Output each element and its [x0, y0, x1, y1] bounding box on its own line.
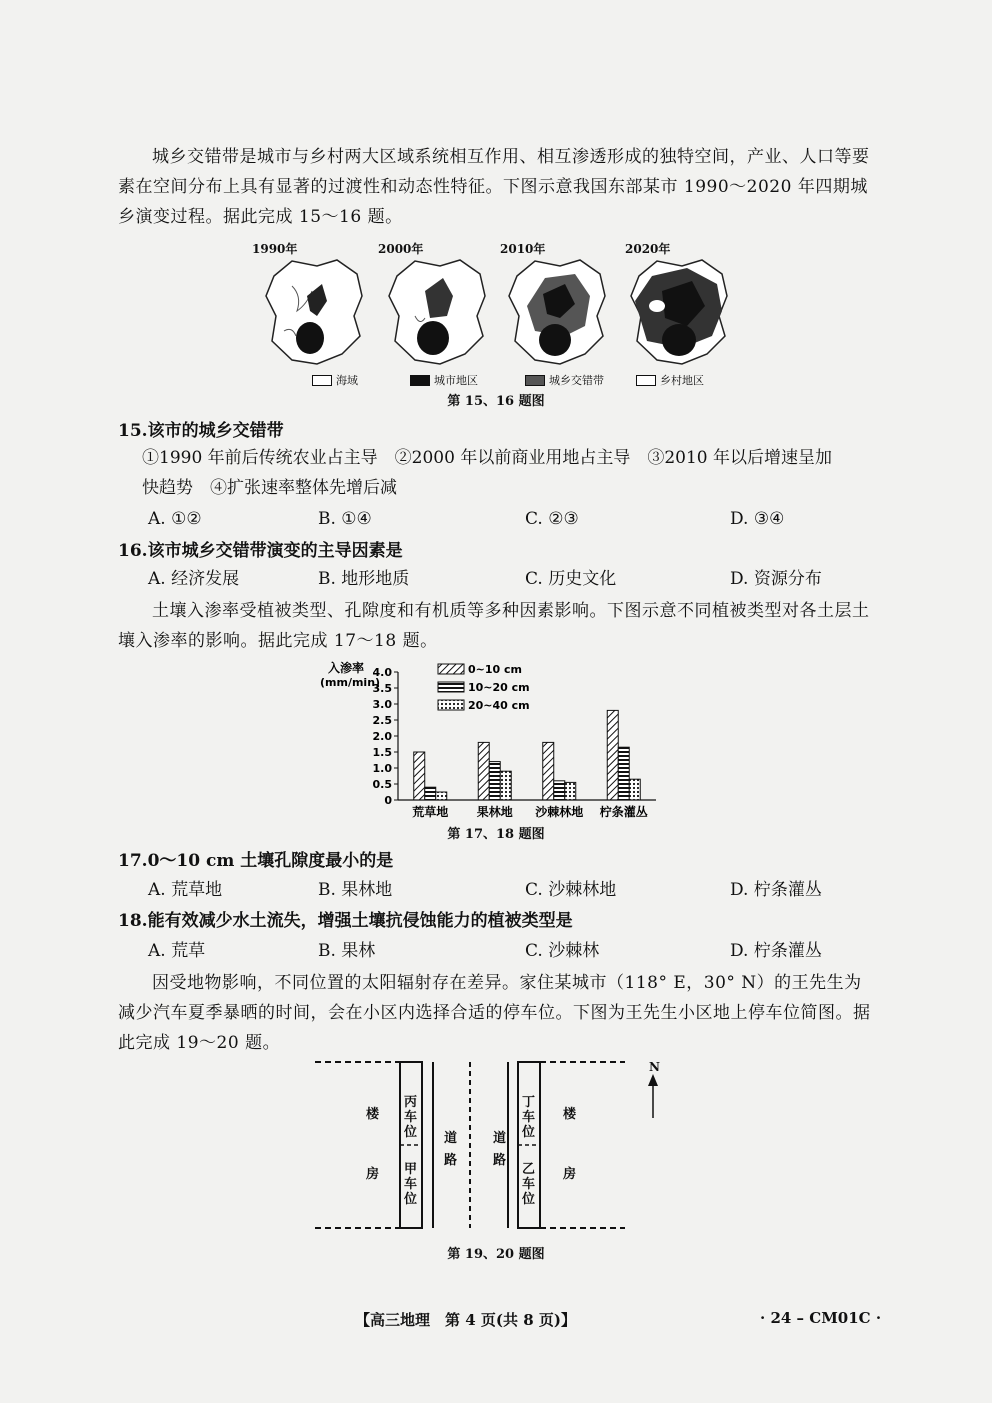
road-label-right: 道路	[493, 1131, 507, 1168]
category-label: 荒草地	[412, 805, 449, 819]
intro-paragraph-1: 城乡交错带是城市与乡村两大区域系统相互作用、相互渗透形成的独特空间，产业、人口等要素在空间分布上具有显著的过渡性和动态性特征。下图示意我国东部某市 1990～2020 年四期城乡演变过程。据此完成 15～16 题。	[118, 147, 870, 227]
legend-rural	[636, 372, 704, 388]
map-2020	[627, 256, 737, 368]
bar-2-2	[565, 782, 576, 800]
bar-1-0	[478, 742, 489, 800]
legend-swatch-sea	[312, 375, 332, 386]
parking-spot-c[interactable]: 丙车位	[404, 1095, 418, 1140]
bar-2-1	[554, 781, 565, 800]
right-building-label-2: 房	[563, 1167, 577, 1182]
q18-stem: 18.能有效减少水土流失，增强土壤抗侵蚀能力的植被类型是	[118, 911, 573, 931]
y-tick-label: 2.5	[372, 714, 392, 727]
q16-option-d[interactable]: D. 资源分布	[730, 569, 822, 589]
bar-0-2	[436, 792, 447, 800]
q17-option-b[interactable]: B. 果林地	[318, 880, 393, 900]
bar-1-1	[489, 762, 500, 800]
q15-option-a[interactable]: A. ①②	[148, 509, 202, 529]
bar-2-0	[543, 742, 554, 800]
q18-option-d[interactable]: D. 柠条灌丛	[730, 941, 822, 961]
y-tick-label: 2.0	[372, 730, 392, 743]
y-tick-label: 0.5	[372, 778, 392, 791]
q15-option-b[interactable]: B. ①④	[318, 509, 372, 529]
bar-3-2	[629, 779, 640, 800]
y-tick-label: 0	[384, 794, 392, 807]
right-building-label-1: 楼	[563, 1107, 577, 1122]
intro-paragraph-2: 土壤入渗率受植被类型、孔隙度和有机质等多种因素影响。下图示意不同植被类型对各土层土壤入渗率的影响。据此完成 17～18 题。	[118, 601, 870, 651]
parking-spot-a[interactable]: 甲车位	[404, 1162, 418, 1207]
legend-swatch-rural	[636, 375, 656, 386]
q16-option-b[interactable]: B. 地形地质	[318, 569, 410, 589]
legend-fringe	[525, 372, 604, 388]
map-1990	[262, 256, 372, 368]
road-label-left: 道路	[444, 1131, 458, 1168]
q15-option-c[interactable]: C. ②③	[525, 509, 579, 529]
chart-ylabel: 入渗率	[328, 661, 365, 675]
legend-label-urban: 城市地区	[434, 374, 478, 387]
legend-label-sea: 海域	[336, 374, 358, 387]
left-building-label-1: 楼	[366, 1107, 380, 1122]
intro-paragraph-3: 因受地物影响，不同位置的太阳辐射存在差异。家住某城市（118° E，30° N）的王先生为减少汽车夏季暴晒的时间，会在小区内选择合适的停车位。下图为王先生小区地上停车位简图。据此完成 19～20 题。	[118, 973, 871, 1053]
parking-spot-d[interactable]: 丁车位	[522, 1095, 536, 1140]
y-tick-label: 4.0	[372, 666, 392, 679]
q17-option-a[interactable]: A. 荒草地	[148, 880, 223, 900]
q15-stem: 15.该市的城乡交错带	[118, 421, 284, 441]
q18-option-a[interactable]: A. 荒草	[148, 941, 206, 961]
y-tick-label: 1.5	[372, 746, 392, 759]
q18-option-c[interactable]: C. 沙棘林	[525, 941, 600, 961]
footer-page-info: 【高三地理 第 4 页(共 8 页)】	[355, 1311, 576, 1329]
map-year-2020: 2020年	[625, 242, 671, 256]
y-tick-label: 3.0	[372, 698, 392, 711]
bar-0-0	[414, 752, 425, 800]
footer-code: · 24 – CM01C ·	[760, 1309, 882, 1327]
maps-caption: 第 15、16 题图	[447, 394, 545, 409]
left-building-label-2: 房	[366, 1167, 380, 1182]
q16-option-c[interactable]: C. 历史文化	[525, 569, 617, 589]
infiltration-bar-chart	[320, 658, 670, 823]
y-tick-label: 3.5	[372, 682, 392, 695]
q17-option-d[interactable]: D. 柠条灌丛	[730, 880, 822, 900]
legend-label-0: 0~10 cm	[468, 663, 522, 676]
bar-0-1	[425, 787, 436, 800]
parking-caption: 第 19、20 题图	[447, 1247, 545, 1262]
map-year-2000: 2000年	[378, 242, 424, 256]
q17-stem: 17.0～10 cm 土壤孔隙度最小的是	[118, 851, 394, 871]
q17-option-c[interactable]: C. 沙棘林地	[525, 880, 617, 900]
map-2000	[385, 256, 495, 368]
legend-label-2: 20~40 cm	[468, 699, 530, 712]
chart-caption: 第 17、18 题图	[447, 827, 545, 842]
parking-spot-b[interactable]: 乙车位	[522, 1162, 536, 1207]
legend-label-rural: 乡村地区	[660, 374, 704, 387]
legend-urban	[410, 372, 478, 388]
map-2010	[505, 256, 615, 368]
legend-swatch-urban	[410, 375, 430, 386]
north-arrow-label: N	[649, 1060, 660, 1074]
map-year-1990: 1990年	[252, 242, 298, 256]
q15-items-line1: ①1990 年前后传统农业占主导 ②2000 年以前商业用地占主导 ③2010 年以后增速呈加	[142, 448, 833, 468]
category-label: 果林地	[476, 805, 513, 819]
legend-swatch-0	[438, 664, 464, 674]
q18-option-b[interactable]: B. 果林	[318, 941, 376, 961]
chart-yunit: (mm/min)	[320, 676, 381, 689]
category-label: 柠条灌丛	[599, 805, 648, 819]
q15-option-d[interactable]: D. ③④	[730, 509, 785, 529]
legend-sea	[312, 372, 358, 388]
legend-swatch-fringe	[525, 375, 545, 386]
q16-stem: 16.该市城乡交错带演变的主导因素是	[118, 541, 403, 561]
q15-items-line2: 快趋势 ④扩张速率整体先增后减	[142, 478, 397, 498]
y-tick-label: 1.0	[372, 762, 392, 775]
legend-swatch-2	[438, 700, 464, 710]
legend-label-fringe: 城乡交错带	[549, 374, 604, 387]
category-label: 沙棘林地	[535, 805, 584, 819]
bar-1-2	[500, 771, 511, 800]
q16-option-a[interactable]: A. 经济发展	[148, 569, 240, 589]
map-year-2010: 2010年	[500, 242, 546, 256]
bar-3-0	[607, 710, 618, 800]
bar-3-1	[618, 747, 629, 800]
legend-label-1: 10~20 cm	[468, 681, 530, 694]
legend-swatch-1	[438, 682, 464, 692]
